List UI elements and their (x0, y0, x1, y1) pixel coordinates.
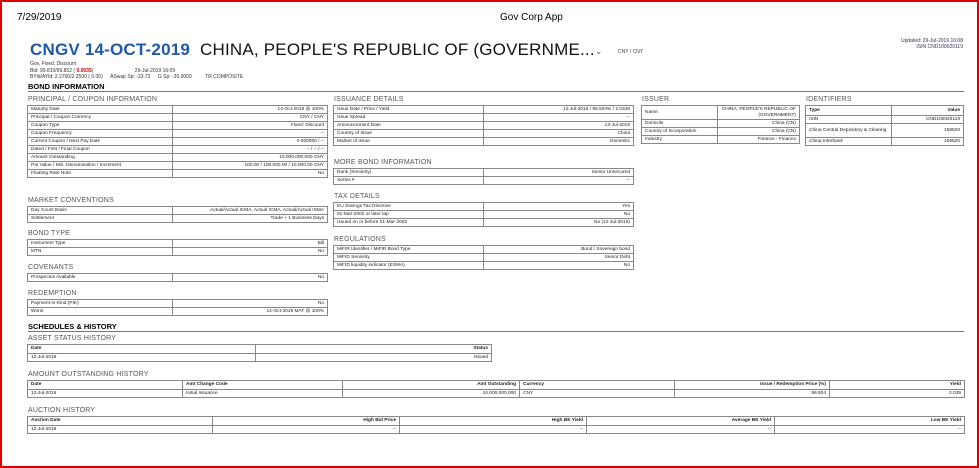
amount-col-header[interactable]: Amt Change Code (183, 381, 343, 390)
kv-row (28, 240, 328, 248)
principal-table (27, 105, 328, 178)
kv-row (28, 274, 328, 282)
market-conventions-heading: MARKET CONVENTIONS (28, 197, 114, 204)
kv-label: Instrument Type (28, 240, 173, 248)
kv-value: Yes (484, 203, 634, 211)
kv-row (334, 130, 634, 138)
kv-row (334, 203, 634, 211)
print-date: 7/29/2019 (17, 12, 62, 23)
amount-currency: CNY (520, 390, 675, 398)
kv-row (28, 162, 328, 170)
kv-value: No (484, 262, 634, 270)
bond-type-heading: BOND TYPE (28, 230, 71, 237)
kv-value: 10,000,000,000 CNY (173, 154, 328, 162)
amount-col-header[interactable]: Date (28, 381, 183, 390)
table-row (28, 390, 965, 398)
kv-value: No (173, 170, 328, 178)
bond-subtype: Gov, Fixed, Discount (30, 61, 77, 67)
kv-label: Issued on or before 01-Mar-2002 (334, 219, 484, 227)
kv-row (28, 114, 328, 122)
kv-label: MiFID liquidity indicator (ESMA) (334, 262, 484, 270)
amount-outstanding-table (27, 380, 965, 398)
auction-col-header[interactable]: High BE Yield (400, 417, 587, 426)
auction-date: 12-Jul-2019 (28, 426, 213, 434)
kv-value: No (173, 248, 328, 256)
regulations-heading: REGULATIONS (334, 236, 386, 243)
auction-col-header[interactable]: Auction Date (28, 417, 213, 426)
update-info (901, 38, 963, 50)
principal-heading: PRINCIPAL / COUPON INFORMATION (28, 96, 158, 103)
asset-status-header-row (28, 345, 492, 354)
kv-label: Current Coupon / Next Pay Date (28, 138, 173, 146)
kv-value: No (484, 211, 634, 219)
col-status[interactable]: Status (256, 345, 492, 354)
kv-label: Worst (28, 308, 173, 316)
kv-value: CHINA, PEOPLE'S REPUBLIC OF (GOVERNMENT) (718, 106, 800, 120)
currency-tag: CNY / CNY (618, 49, 644, 55)
issuer-heading: ISSUER (642, 96, 670, 103)
kv-label: EU Savings Tax Directive (334, 203, 484, 211)
kv-value: 14-Oct-2019 MAT @ 100% (173, 308, 328, 316)
kv-label: MiFIR Identifier / MiFIR Bond Type (334, 246, 484, 254)
kv-row (642, 106, 800, 120)
auction-header-row (28, 417, 965, 426)
kv-row (334, 246, 634, 254)
kv-row (334, 254, 634, 262)
bid-date: 29-Jul-2019 16:09 (134, 68, 176, 74)
regulations-table (333, 245, 634, 270)
amount-yield: 2.035 (830, 390, 965, 398)
kv-label: Prospectus Available (28, 274, 173, 282)
redemption-table (27, 299, 328, 316)
kv-row (806, 116, 964, 124)
kv-row (28, 215, 328, 223)
kv-label: Country of Issue (334, 130, 484, 138)
app-title: Gov Corp App (500, 12, 563, 23)
kv-label: Series # (334, 177, 484, 185)
market-conventions-table (27, 206, 328, 223)
kv-row (28, 146, 328, 154)
issuer-table (641, 105, 800, 144)
auction-col-header[interactable]: Average BE Yield (587, 417, 775, 426)
kv-value: 159620 (892, 124, 964, 138)
tax-table (333, 202, 634, 227)
kv-row (334, 114, 634, 122)
asset-status-heading: ASSET STATUS HISTORY (28, 335, 117, 342)
issuer-title: CHINA, PEOPLE'S REPUBLIC OF (GOVERNME... (200, 40, 595, 59)
kv-row (334, 262, 634, 270)
bid-change: 0.0035 (76, 68, 92, 74)
kv-label: Par Value / Min. Denomination / Increment (28, 162, 173, 170)
kv-label: Amount Outstanding (28, 154, 173, 162)
amount-col-header[interactable]: Issue / Redemption Price (%) (675, 381, 830, 390)
kv-value: China (CN) (718, 120, 800, 128)
auction-col-header[interactable]: High Bid Price (213, 417, 400, 426)
kv-label: Announcement Date (334, 122, 484, 130)
kv-value: No (173, 274, 328, 282)
kv-label: Domicile (642, 120, 718, 128)
issuance-table (333, 105, 634, 146)
kv-label: Day Count Basis (28, 207, 173, 215)
identifiers-table (805, 105, 964, 146)
kv-value: 100.00 / 100,000.00 / 10,000.00 CNY (173, 162, 328, 170)
identifiers-col-type: Type (806, 106, 892, 116)
identifiers-heading: IDENTIFIERS (806, 96, 852, 103)
more-bond-heading: MORE BOND INFORMATION (334, 159, 432, 166)
auction-high_bid: -- (213, 426, 400, 434)
kv-label: MTN (28, 248, 173, 256)
kv-value: -- (484, 177, 634, 185)
kv-label: Issue Date / Price / Yield (334, 106, 484, 114)
asset-status: Issued (256, 354, 492, 362)
kv-label: China Central Depository & Clearing (806, 124, 892, 138)
kv-row (28, 170, 328, 178)
kv-row (334, 177, 634, 185)
kv-row (28, 207, 328, 215)
kv-row (28, 130, 328, 138)
kv-label: ISIN (806, 116, 892, 124)
kv-row (28, 138, 328, 146)
chevron-down-icon[interactable]: ⌄ (595, 46, 603, 56)
amount-header-row (28, 381, 965, 390)
bond-information-heading: BOND INFORMATION (28, 82, 964, 92)
updated-timestamp: Updated: 29-Jul-2019 16:08 (901, 38, 963, 44)
kv-row (334, 106, 634, 114)
kv-value: CND100020119 (892, 116, 964, 124)
kv-value: Fixed: Discount (173, 122, 328, 130)
kv-label: Country of Incorporation (642, 128, 718, 136)
kv-value: Actual/Actual ICMA, Actual ICMA, Actual/Actual ISMA (173, 207, 328, 215)
kv-label: China Interbank (806, 138, 892, 146)
kv-row (28, 154, 328, 162)
kv-value: -- (484, 114, 634, 122)
kv-row (806, 138, 964, 146)
auction-heading: AUCTION HISTORY (28, 407, 96, 414)
schedules-history-heading: SCHEDULES & HISTORY (28, 322, 964, 332)
kv-value: Finance - Finance (718, 136, 800, 144)
covenants-heading: COVENANTS (28, 264, 74, 271)
asset-status-table (27, 344, 492, 362)
amount-col-header[interactable]: Amt Outstanding (343, 381, 520, 390)
kv-value: Bond / Sovereign bond (484, 246, 634, 254)
kv-label: Rank (Seniority) (334, 169, 484, 177)
kv-label: Issue Spread (334, 114, 484, 122)
kv-label: Payment-in-Kind (PIK) (28, 300, 173, 308)
amount-col-header[interactable]: Yield (830, 381, 965, 390)
kv-label: Coupon Type (28, 122, 173, 130)
kv-label: Floating Rate Note (28, 170, 173, 178)
kv-row (334, 169, 634, 177)
kv-value: 159620 (892, 138, 964, 146)
kv-value: Senior Debt (484, 254, 634, 262)
kv-label: Settlement (28, 215, 173, 223)
kv-row (28, 308, 328, 316)
identifiers-col-value: Value (892, 106, 964, 116)
table-row (28, 426, 965, 434)
more-bond-table (333, 168, 634, 185)
kv-row (642, 136, 800, 144)
kv-value: CNY / CNY (173, 114, 328, 122)
kv-value: China (CN) (718, 128, 800, 136)
yield-quote: BYld/AYld: 2.2700/2.2500 ( 0.00) (30, 74, 103, 80)
amount-price: 99.504 (675, 390, 830, 398)
auction-col-header[interactable]: Low BE Yield (775, 417, 965, 426)
isin-line: ISIN CND100020119 (916, 44, 963, 50)
kv-value: 0.000000 / -- (173, 138, 328, 146)
kv-row (28, 106, 328, 114)
kv-value: 12-Jul-2019 / 99.504% / 2.0348 (484, 106, 634, 114)
kv-row (806, 124, 964, 138)
kv-label: Principal / Coupon Currency (28, 114, 173, 122)
kv-row (642, 120, 800, 128)
kv-row (28, 122, 328, 130)
yield-line (30, 74, 243, 80)
auction-high_yield: -- (400, 426, 587, 434)
asset-date: 12-Jul-2019 (28, 354, 256, 362)
kv-value: China (484, 130, 634, 138)
covenants-table (27, 273, 328, 282)
kv-label: Maturity Date (28, 106, 173, 114)
price-source: TR COMPOSITE (205, 74, 244, 80)
kv-label: Name (642, 106, 718, 120)
bond-ticker: CNGV 14-OCT-2019 (30, 40, 191, 59)
table-row (28, 354, 492, 362)
kv-label: Coupon Frequency (28, 130, 173, 138)
identifiers-header-row (806, 106, 964, 116)
amount-date: 12-Jul-2019 (28, 390, 183, 398)
g-spread: G Sp: -35.0000 (157, 74, 192, 80)
kv-row (334, 122, 634, 130)
kv-value: No (12-Jul-2019) (484, 219, 634, 227)
kv-value: No (173, 300, 328, 308)
kv-value: Trade + 1 Business Days (173, 215, 328, 223)
kv-value: Senior Unsecured (484, 169, 634, 177)
kv-value: -- (173, 130, 328, 138)
kv-value: 13-Jul-2019 (484, 122, 634, 130)
bond-type-table (27, 239, 328, 256)
kv-value: Domestic (484, 138, 634, 146)
amount-outstanding-heading: AMOUNT OUTSTANDING HISTORY (28, 371, 149, 378)
kv-label: Dated / First / Final Coupon (28, 146, 173, 154)
auction-avg_yield: -- (587, 426, 775, 434)
col-date[interactable]: Date (28, 345, 256, 354)
auction-low_yield: -- (775, 426, 965, 434)
kv-label: MiFID Seniority (334, 254, 484, 262)
amount-col-header[interactable]: Currency (520, 381, 675, 390)
kv-row (334, 219, 634, 227)
kv-label: 01-Mar-2002 or later tap (334, 211, 484, 219)
kv-row (28, 300, 328, 308)
amount-code: Initial Issuance (183, 390, 343, 398)
auction-table (27, 416, 965, 434)
kv-value: -- / -- / -- (173, 146, 328, 154)
tax-heading: TAX DETAILS (334, 193, 380, 200)
kv-row (28, 248, 328, 256)
kv-value: 14-Oct-2019 @ 100% (173, 106, 328, 114)
kv-row (334, 211, 634, 219)
aswap-spread: ASwap Sp: -33.72 (110, 74, 151, 80)
kv-value: Bill (173, 240, 328, 248)
kv-row (642, 128, 800, 136)
kv-label: Market of Issue (334, 138, 484, 146)
amount-amount: 10,000,000,000 (343, 390, 520, 398)
redemption-heading: REDEMPTION (28, 290, 77, 297)
bid-quote: Bid: 99.810/99.852 ( 0.0035) (30, 68, 94, 74)
kv-row (334, 138, 634, 146)
kv-label: Industry (642, 136, 718, 144)
issuance-heading: ISSUANCE DETAILS (334, 96, 404, 103)
